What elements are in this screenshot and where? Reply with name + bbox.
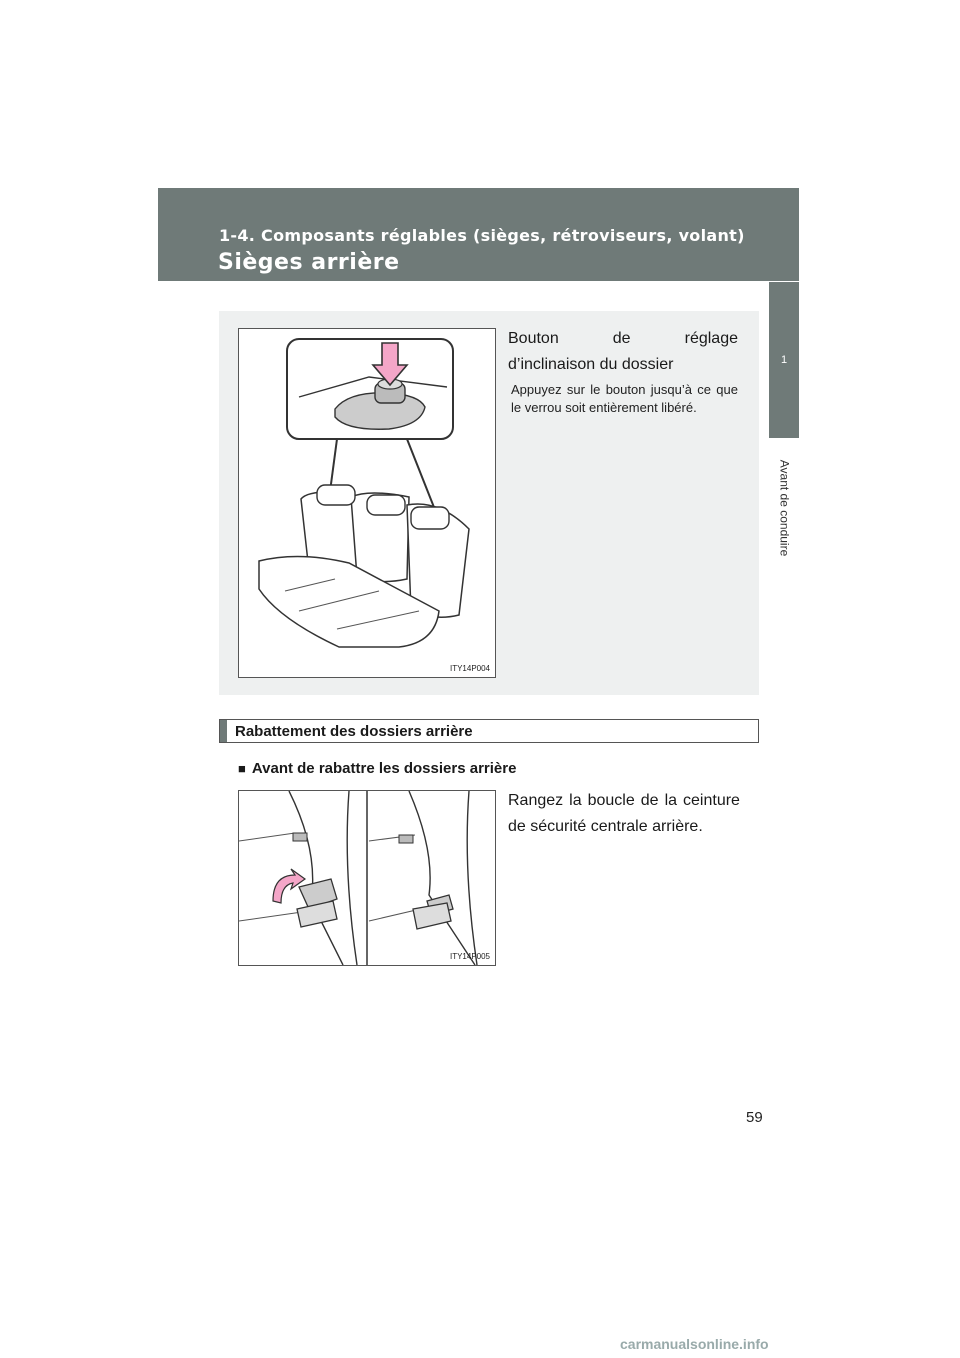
watermark: carmanualsonline.info <box>620 1336 769 1352</box>
heading-word: de <box>612 330 631 347</box>
control-note: Appuyez sur le bouton jusqu’à ce que le verrou soit entièrement libéré. <box>511 382 738 415</box>
control-heading-line1 <box>508 326 738 352</box>
subsection-heading <box>219 719 759 743</box>
heading-word: réglage <box>684 330 738 347</box>
instruction-word: Rangez <box>508 792 564 809</box>
instruction-word: la <box>664 792 678 809</box>
seatbelt-buckle-illustration <box>239 791 495 965</box>
figure-seatbelt-buckle <box>238 790 496 966</box>
instruction-word: la <box>569 792 582 809</box>
instruction-word: de <box>640 792 659 809</box>
instruction-paragraph <box>508 788 740 840</box>
section-title: 1-4. Composants réglables (sièges, rétroviseurs, volant) <box>219 226 745 245</box>
instruction-line1 <box>508 788 740 814</box>
page-title: Sièges arrière <box>218 250 400 275</box>
chapter-side-label-text: Avant de conduire <box>777 459 792 557</box>
subsection-heading-bar <box>220 720 227 742</box>
control-heading-line2: d’inclinaison du dossier <box>508 356 674 373</box>
bullet-heading-text: Avant de rabattre les dossiers arrière <box>251 760 517 777</box>
figure-rear-seats <box>238 328 496 678</box>
instruction-line2: de sécurité centrale arrière. <box>508 818 703 835</box>
bullet-heading <box>238 760 516 777</box>
chapter-header <box>158 188 799 281</box>
rear-seat-illustration <box>239 329 495 677</box>
instruction-word: boucle <box>587 792 635 809</box>
subsection-heading-text: Rabattement des dossiers arrière <box>235 722 473 740</box>
heading-word: Bouton <box>508 330 559 347</box>
chapter-tab[interactable] <box>769 282 799 438</box>
chapter-tab-number: 1 <box>780 354 788 366</box>
control-heading <box>508 326 738 378</box>
square-bullet-icon: ■ <box>238 761 246 776</box>
figure-code: ITY14P005 <box>449 952 490 961</box>
page-number: 59 <box>746 1109 763 1126</box>
figure-code: ITY14P004 <box>449 664 490 673</box>
instruction-word: ceinture <box>683 792 740 809</box>
chapter-side-label <box>762 446 806 570</box>
